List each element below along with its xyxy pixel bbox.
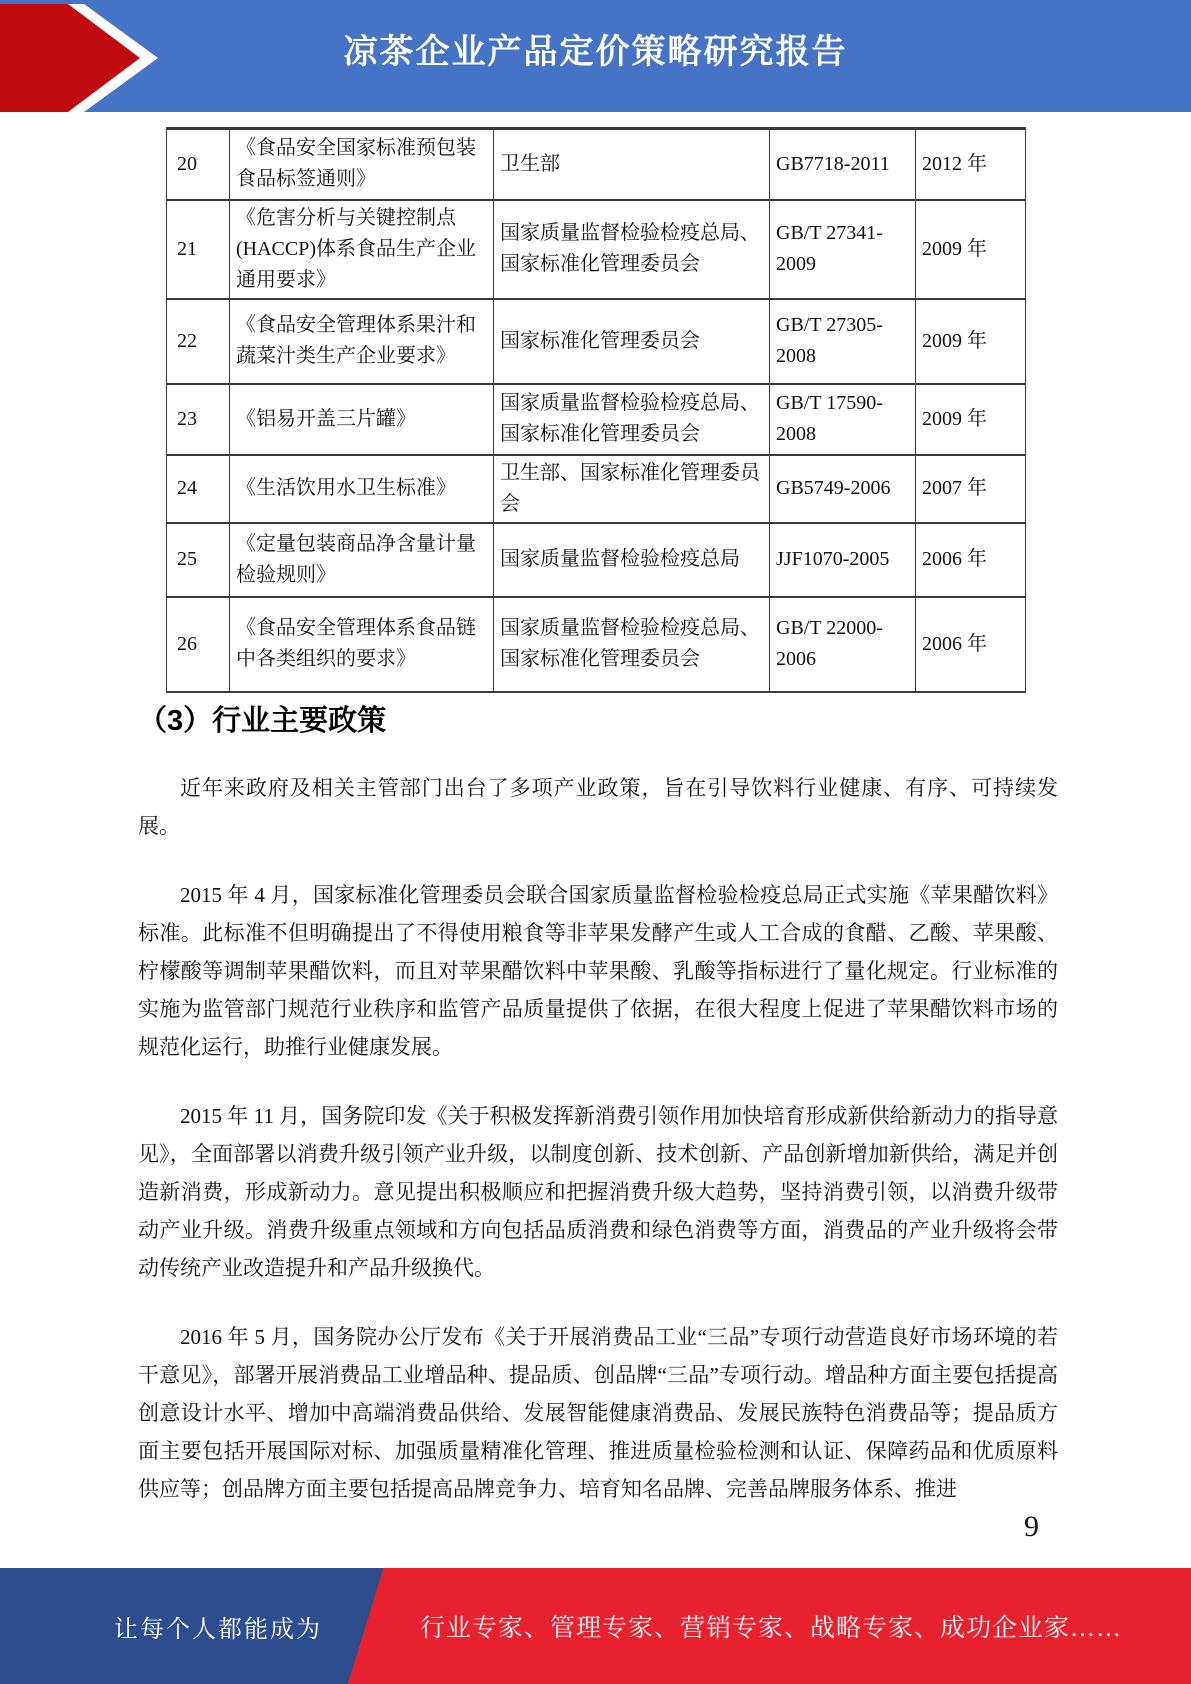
page-number: 9 xyxy=(1024,1510,1039,1543)
table-row xyxy=(167,597,1026,692)
body-content xyxy=(138,703,1058,1539)
cell-year: 2009 年 xyxy=(916,299,1026,384)
page-header-banner xyxy=(0,0,1191,112)
cell-standard: 《生活饮用水卫生标准》 xyxy=(230,455,494,523)
cell-year: 2009 年 xyxy=(916,200,1026,299)
cell-issuer: 国家质量监督检验检疫总局、国家标准化管理委员会 xyxy=(494,597,770,692)
cell-code: GB/T 17590-2008 xyxy=(770,384,916,455)
cell-standard: 《定量包装商品净含量计量检验规则》 xyxy=(230,523,494,597)
cell-number: 24 xyxy=(167,455,230,523)
cell-number: 22 xyxy=(167,299,230,384)
cell-issuer: 国家标准化管理委员会 xyxy=(494,299,770,384)
cell-issuer: 卫生部、国家标准化管理委员会 xyxy=(494,455,770,523)
cell-number: 23 xyxy=(167,384,230,455)
cell-number: 25 xyxy=(167,523,230,597)
cell-year: 2007 年 xyxy=(916,455,1026,523)
table-row xyxy=(167,299,1026,384)
page-footer xyxy=(0,1568,1191,1684)
cell-number: 20 xyxy=(167,129,230,200)
paragraph: 2015 年 4 月，国家标准化管理委员会联合国家质量监督检验检疫总局正式实施《苹果醋饮料》标准。此标准不但明确提出了不得使用粮食等非苹果发酵产生或人工合成的食醋、乙酸、苹果酸、柠檬酸等调制苹果醋饮料，而且对苹果醋饮料中苹果酸、乳酸等指标进行了量化规定。行业标准的实施为监管部门规范行业秩序和监管产品质量提供了依据，在很大程度上促进了苹果醋饮料市场的规范化运行，助推行业健康发展。 xyxy=(138,883,1058,1059)
cell-standard: 《食品安全管理体系食品链中各类组织的要求》 xyxy=(230,597,494,692)
table-row xyxy=(167,455,1026,523)
footer-slogan-right: 行业专家、管理专家、营销专家、战略专家、成功企业家…… xyxy=(420,1615,1123,1642)
cell-number: 21 xyxy=(167,200,230,299)
cell-issuer: 国家质量监督检验检疫总局 xyxy=(494,523,770,597)
cell-code: JJF1070-2005 xyxy=(770,523,916,597)
cell-year: 2006 年 xyxy=(916,523,1026,597)
cell-code: GB5749-2006 xyxy=(770,455,916,523)
cell-code: GB/T 27341-2009 xyxy=(770,200,916,299)
cell-code: GB7718-2011 xyxy=(770,129,916,200)
cell-code: GB/T 27305-2008 xyxy=(770,299,916,384)
cell-year: 2012 年 xyxy=(916,129,1026,200)
table-row xyxy=(167,384,1026,455)
cell-standard: 《危害分析与关键控制点(HACCP)体系食品生产企业通用要求》 xyxy=(230,200,494,299)
cell-year: 2009 年 xyxy=(916,384,1026,455)
cell-number: 26 xyxy=(167,597,230,692)
table-row xyxy=(167,129,1026,200)
cell-issuer: 国家质量监督检验检疫总局、国家标准化管理委员会 xyxy=(494,200,770,299)
page-title: 凉茶企业产品定价策略研究报告 xyxy=(343,32,848,71)
cell-standard: 《食品安全管理体系果汁和蔬菜汁类生产企业要求》 xyxy=(230,299,494,384)
standards-table xyxy=(166,127,1026,693)
table-row xyxy=(167,523,1026,597)
footer-slogan-left: 让每个人都能成为 xyxy=(114,1616,322,1643)
paragraph: 2016 年 5 月，国务院办公厅发布《关于开展消费品工业“三品”专项行动营造良好市场环境的若干意见》，部署开展消费品工业增品种、提品质、创品牌“三品”专项行动。增品种方面主要包括提高创意设计水平、增加中高端消费品供给、发展智能健康消费品、发展民族特色消费品等；提品质方面主要包括开展国际对标、加强质量精准化管理、推进质量检验检测和认证、保障药品和优质原料供应等；创品牌方面主要包括提高品牌竞争力、培育知名品牌、完善品牌服务体系、推进 xyxy=(138,1325,1058,1501)
paragraph: 近年来政府及相关主管部门出台了多项产业政策，旨在引导饮料行业健康、有序、可持续发展。 xyxy=(138,776,1058,838)
cell-standard: 《铝易开盖三片罐》 xyxy=(230,384,494,455)
cell-issuer: 卫生部 xyxy=(494,129,770,200)
cell-issuer: 国家质量监督检验检疫总局、国家标准化管理委员会 xyxy=(494,384,770,455)
cell-standard: 《食品安全国家标准预包装食品标签通则》 xyxy=(230,129,494,200)
section-heading: （3）行业主要政策 xyxy=(138,705,387,737)
table-row xyxy=(167,200,1026,299)
paragraph: 2015 年 11 月，国务院印发《关于积极发挥新消费引领作用加快培育形成新供给新动力的指导意见》，全面部署以消费升级引领产业升级，以制度创新、技术创新、产品创新增加新供给，满足并创造新消费，形成新动力。意见提出积极顺应和把握消费升级大趋势，坚持消费引领，以消费升级带动产业升级。消费升级重点领域和方向包括品质消费和绿色消费等方面，消费品的产业升级将会带动传统产业改造提升和产品升级换代。 xyxy=(138,1104,1058,1280)
cell-code: GB/T 22000-2006 xyxy=(770,597,916,692)
cell-year: 2006 年 xyxy=(916,597,1026,692)
